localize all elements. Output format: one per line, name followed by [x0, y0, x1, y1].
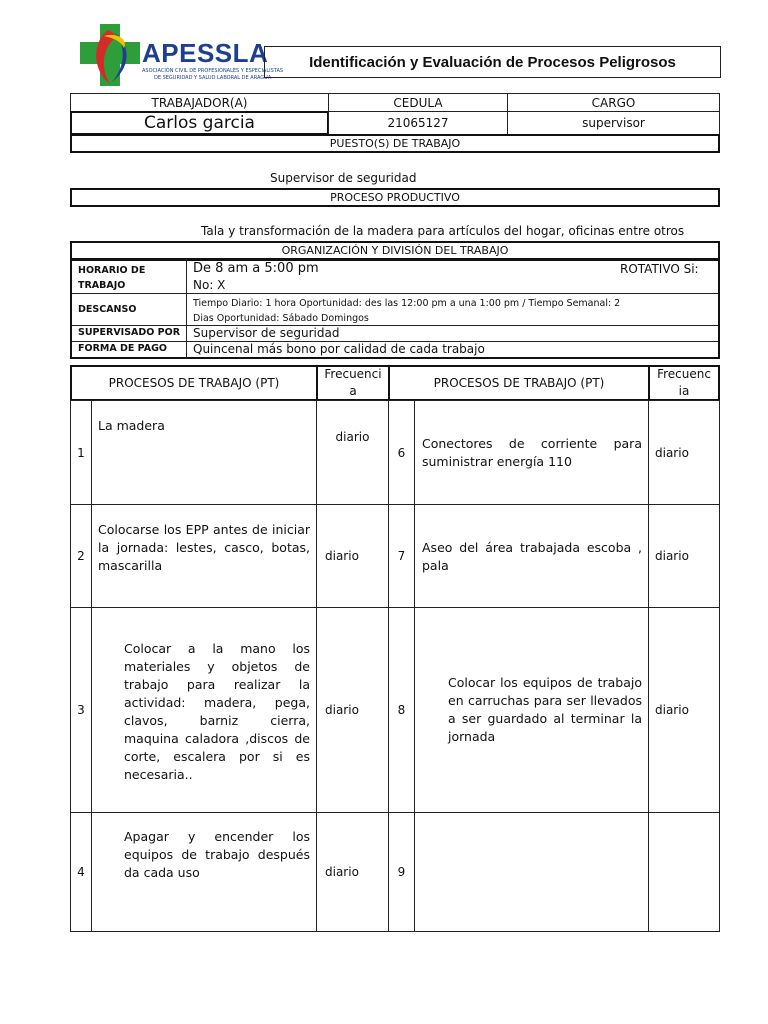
pt-text-content: La madera: [98, 418, 165, 433]
page-title: Identificación y Evaluación de Procesos Peligrosos: [264, 46, 721, 78]
pt-num: 1: [70, 400, 92, 505]
pt-text-content: Conectores de corriente para suministrar energía 110: [422, 436, 642, 469]
column-divider: [186, 259, 187, 359]
pt-text-content: Colocarse los EPP antes de iniciar la jornada: lestes, casco, botas, mascarilla: [98, 522, 310, 573]
puesto-value: Supervisor de seguridad: [270, 171, 417, 185]
pt-freq: diario: [316, 812, 389, 932]
pt-freq: [316, 400, 389, 505]
row-divider: [72, 325, 718, 326]
pt-num: 7: [388, 504, 415, 608]
pt-freq: diario: [316, 504, 389, 608]
supervisado-value: Supervisor de seguridad: [193, 326, 340, 340]
pt-text: [414, 607, 649, 813]
puesto-label: PUESTO(S) DE TRABAJO: [70, 134, 720, 153]
supervisado-label: SUPERVISADO POR: [78, 327, 181, 338]
logo-cross-icon: [78, 22, 142, 88]
descanso-label: DESCANSO: [78, 304, 137, 315]
pago-value: Quincenal más bono por calidad de cada trabajo: [193, 342, 485, 356]
organizacion-label: ORGANIZACIÓN Y DIVISIÓN DEL TRABAJO: [70, 241, 720, 260]
pt-text: [414, 504, 649, 608]
pago-label: FORMA DE PAGO: [78, 343, 167, 354]
horario-no: No: X: [193, 278, 226, 292]
logo-subtitle-2: DE SEGURIDAD Y SALUD LABORAL DE ARAGUA: [154, 75, 272, 81]
pt-text: [414, 400, 649, 505]
pt-num: 4: [70, 812, 92, 932]
pt-left-header: PROCESOS DE TRABAJO (PT): [70, 365, 318, 401]
cargo-label: CARGO: [507, 93, 720, 112]
logo: [78, 22, 284, 88]
pt-freq: diario: [316, 607, 389, 813]
pt-text: [91, 400, 317, 505]
pt-freq: diario: [648, 504, 720, 608]
descanso-line2: Dias Oportunidad: Sábado Domingos: [193, 313, 369, 324]
cedula-label: CEDULA: [328, 93, 508, 112]
pt-freq: diario: [648, 400, 720, 505]
pt-freq-value: diario: [335, 430, 370, 444]
pt-freq: [648, 812, 720, 932]
pt-num: 6: [388, 400, 415, 505]
pt-text-content: Apagar y encender los equipos de trabajo después da cada uso: [124, 829, 310, 880]
pt-num: 8: [388, 607, 415, 813]
pt-text-content: Colocar los equipos de trabajo en carruchas para ser llevados a ser guardado al terminar la jornada: [448, 675, 642, 744]
freq-left-header: Frecuencia: [316, 365, 390, 401]
logo-subtitle-1: ASOCIACIÓN CIVIL DE PROFESIONALES Y ESPECIALISTAS: [142, 68, 284, 74]
pt-text-content: Aseo del área trabajada escoba , pala: [422, 540, 642, 573]
pt-num: 3: [70, 607, 92, 813]
worker-name: Carlos garcia: [70, 111, 329, 135]
pt-text: [414, 812, 649, 932]
rotativo-label: ROTATIVO Si:: [620, 262, 699, 276]
descanso-line1: Tiempo Diario: 1 hora Oportunidad: des las 12:00 pm a una 1:00 pm / Tiempo Semanal: 2: [193, 298, 621, 309]
proceso-label: PROCESO PRODUCTIVO: [70, 188, 720, 207]
pt-text: [91, 812, 317, 932]
pt-num: 9: [388, 812, 415, 932]
trabajador-label: TRABAJADOR(A): [70, 93, 329, 112]
proceso-value: Tala y transformación de la madera para artículos del hogar, oficinas entre otros: [201, 224, 685, 238]
pt-num: 2: [70, 504, 92, 608]
pt-freq: diario: [648, 607, 720, 813]
logo-name: APESSLA: [142, 38, 269, 68]
freq-right-header: Frecuencia: [648, 365, 720, 401]
pt-text: [91, 607, 317, 813]
pt-text-content: Colocar a la mano los materiales y objetos de trabajo para realizar la actividad: madera, pega, clavos, barniz cierra, maquina caladora ,discos de corte, escalera por si es necesaria..: [124, 641, 310, 782]
pt-right-header: PROCESOS DE TRABAJO (PT): [388, 365, 650, 401]
horario-value: De 8 am a 5:00 pm: [193, 261, 319, 276]
pt-text: [91, 504, 317, 608]
worker-cedula: 21065127: [328, 111, 508, 135]
horario-label: HORARIO DE TRABAJO: [78, 265, 146, 291]
row-divider: [72, 293, 718, 294]
worker-cargo: supervisor: [507, 111, 720, 135]
